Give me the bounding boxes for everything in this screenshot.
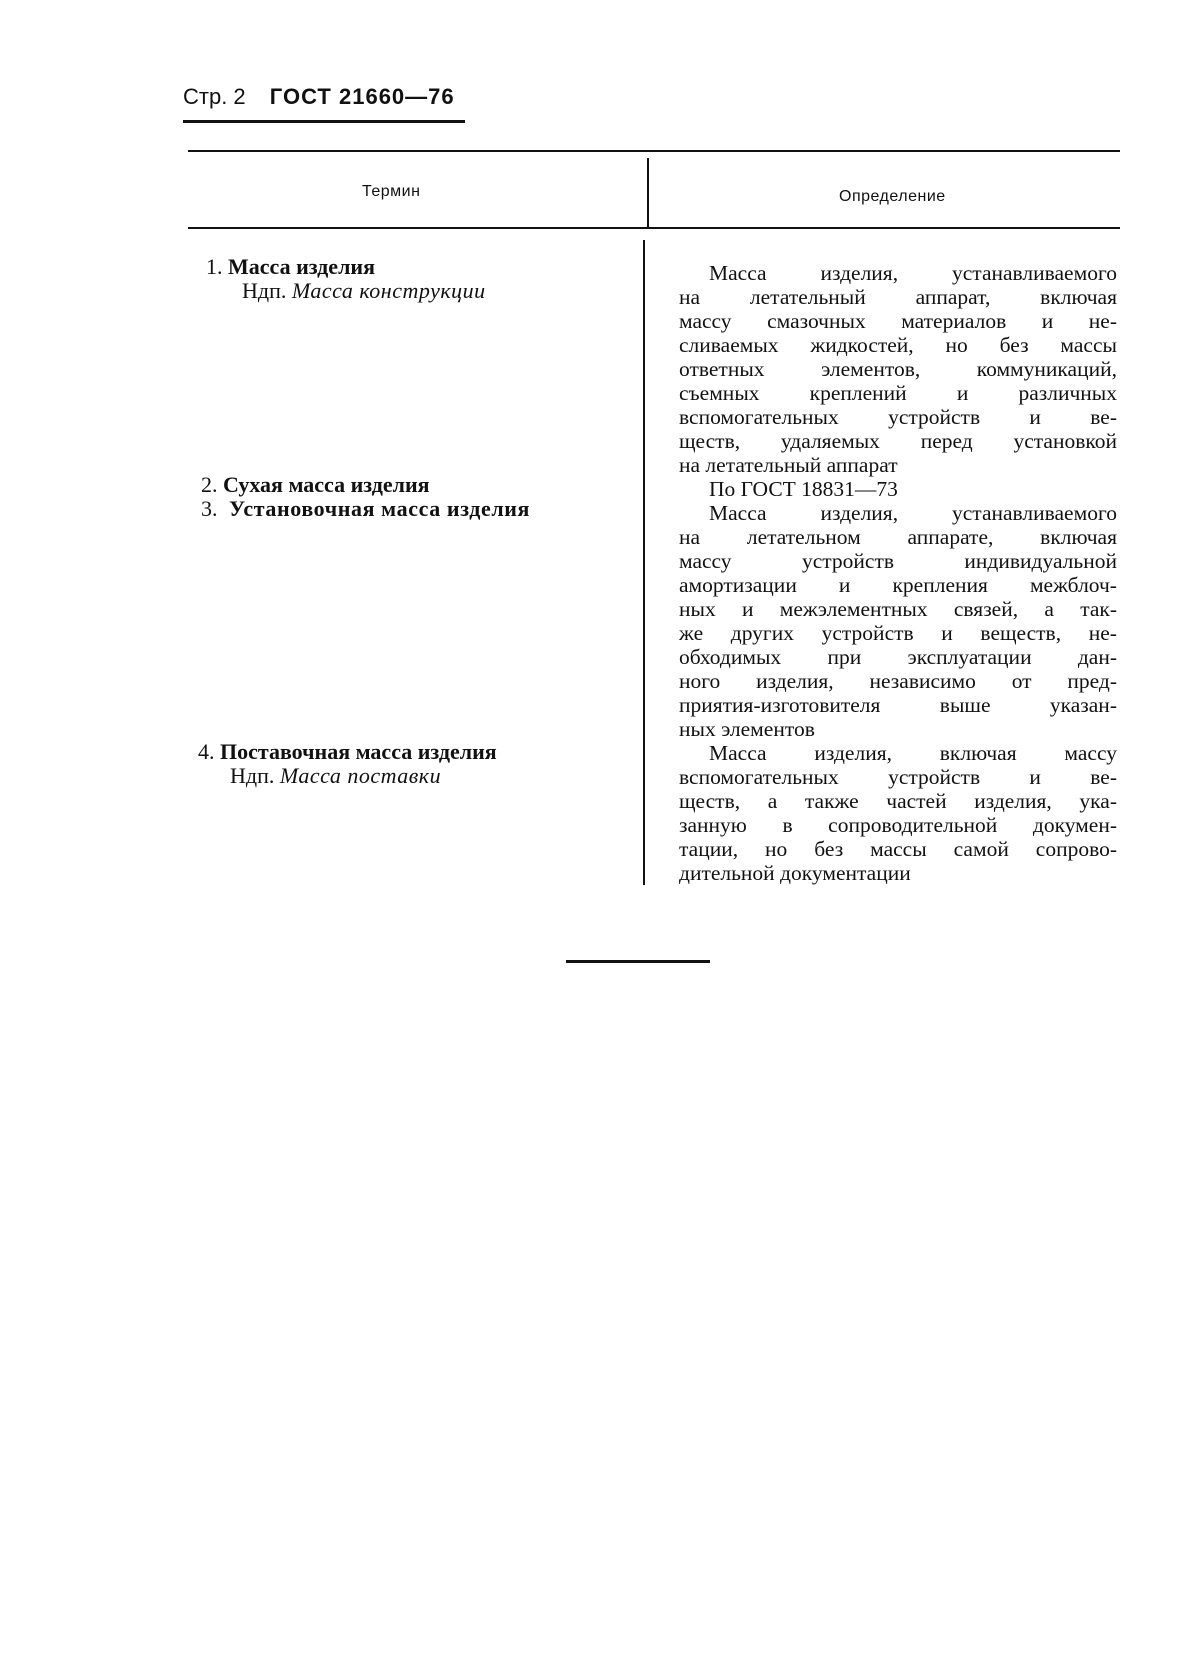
term-name: Установочная масса изделия (229, 496, 531, 521)
definition-word: независимо (869, 669, 976, 693)
term-entry-4 (198, 740, 497, 788)
definition-word: устанавливаемого (952, 261, 1117, 285)
definition-line (679, 861, 1117, 885)
body-column-divider (643, 240, 645, 885)
definition-word: так- (1080, 597, 1117, 621)
definition-line (679, 573, 1117, 597)
definition-word: веществ, (980, 621, 1062, 645)
non-recommended-term (198, 764, 497, 788)
definition-word: от (1011, 669, 1032, 693)
definition-word: сопроводительной (828, 813, 998, 837)
definition-line (679, 549, 1117, 573)
term-name: Поставочная масса изделия (220, 739, 497, 764)
definition-text: дительной документации (679, 861, 911, 885)
definition-line (679, 285, 1117, 309)
definition-word: тации, (679, 837, 739, 861)
definition-word: ука- (1079, 789, 1117, 813)
definition-line (679, 741, 1117, 765)
definition-word: сопрово- (1035, 837, 1117, 861)
definition-word: самой (953, 837, 1009, 861)
definition-line (679, 453, 1117, 477)
definition-word: связей, (953, 597, 1019, 621)
definition-word: межэлементных (779, 597, 928, 621)
definition-word: дан- (1077, 645, 1117, 669)
definition-word: изделия, (820, 501, 899, 525)
definition-word: индивидуальной (964, 549, 1117, 573)
definition-word: ве- (1090, 765, 1117, 789)
definition-text: По ГОСТ 18831—73 (709, 477, 898, 501)
definition-word: креплений (809, 381, 907, 405)
term-entry-3 (201, 497, 530, 521)
definition-word: устройств (821, 621, 914, 645)
definition-word: и (838, 573, 851, 597)
definition-word: указан- (1049, 693, 1117, 717)
term-name: Масса изделия (228, 254, 375, 279)
definition-word: без (814, 837, 844, 861)
page-header (183, 84, 455, 110)
definition-word: Масса (709, 501, 767, 525)
table-top-rule (188, 150, 1120, 152)
ndp-term: Масса конструкции (291, 278, 486, 303)
definition-word: и (1029, 765, 1041, 789)
page-number: Стр. 2 (183, 84, 246, 109)
definition-word: массы (870, 837, 927, 861)
ndp-prefix: Ндп. (230, 763, 275, 788)
definition-word: на (679, 525, 701, 549)
ndp-term: Масса поставки (279, 763, 442, 788)
definition-word: же (679, 621, 704, 645)
definition-word: амортизации (679, 573, 797, 597)
definition-word: изделия, (974, 789, 1052, 813)
definition-line (679, 789, 1117, 813)
definition-word: занную (679, 813, 747, 837)
definition-word: и (741, 597, 754, 621)
definition-word: устанавливаемого (952, 501, 1117, 525)
definition-line (679, 693, 1117, 717)
definition-text: ных элементов (679, 717, 815, 741)
definition-word: изделия, (820, 261, 899, 285)
definition-line (679, 405, 1117, 429)
definition-word: ных (679, 597, 716, 621)
definition-line (679, 669, 1117, 693)
definition-word: удаляемых (780, 429, 880, 453)
definition-word: смазочных (767, 309, 866, 333)
definition-word: в (782, 813, 793, 837)
definition-word: ответных (679, 357, 765, 381)
definition-word: съемных (679, 381, 760, 405)
term-number: 1. (206, 254, 223, 279)
definition-word: аппарате, (907, 525, 994, 549)
definition-text: на летательный аппарат (679, 453, 898, 477)
definition-word: устройств (801, 549, 895, 573)
definition-word: ществ, (679, 429, 741, 453)
definition-word: массу (1064, 741, 1117, 765)
definition-line (679, 429, 1117, 453)
definition-word: и (956, 381, 969, 405)
definition-word: Масса (709, 261, 767, 285)
definition-word: установкой (1013, 429, 1117, 453)
header-column-divider (647, 158, 649, 228)
definition-word: без (999, 333, 1029, 357)
definition-word: сливаемых (679, 333, 779, 357)
definition-word: материалов (901, 309, 1007, 333)
definition-word: изделия, (756, 669, 834, 693)
header-underline (183, 120, 465, 123)
definition-line (679, 357, 1117, 381)
standard-designation: ГОСТ 21660—76 (269, 84, 455, 109)
definition-word: вспомогательных (679, 765, 839, 789)
definition-word: вспомогательных (679, 405, 839, 429)
definition-word: различных (1018, 381, 1117, 405)
definition-word: аппарат, (915, 285, 991, 309)
definition-word: но (765, 837, 788, 861)
table-header-divider (188, 227, 1120, 229)
definition-word: включая (1040, 525, 1117, 549)
term-number: 2. (201, 472, 218, 497)
term-entry-2 (201, 473, 430, 497)
definition-line (679, 837, 1117, 861)
definition-line (679, 333, 1117, 357)
term-number: 3. (201, 496, 218, 521)
definition-word: а (767, 789, 778, 813)
term-name: Сухая масса изделия (223, 472, 430, 497)
column-heading-term: Термин (362, 183, 421, 200)
definition-word: эксплуатации (907, 645, 1032, 669)
term-entry-1 (206, 255, 486, 303)
definition-word: также (804, 789, 859, 813)
definition-line (679, 525, 1117, 549)
definition-line (679, 597, 1117, 621)
definition-word: обходимых (679, 645, 782, 669)
definition-word: других (730, 621, 794, 645)
definition-line (679, 261, 1117, 285)
definition-line (679, 477, 1117, 501)
definition-word: массу (679, 549, 732, 573)
definition-word: Масса (709, 741, 767, 765)
non-recommended-term (206, 279, 486, 303)
definition-word: а (1044, 597, 1054, 621)
definition-word: включая (939, 741, 1017, 765)
definition-word: ве- (1090, 405, 1117, 429)
definition-word: выше (939, 693, 991, 717)
definition-line (679, 621, 1117, 645)
definition-line (679, 765, 1117, 789)
definition-line (679, 309, 1117, 333)
definition-word: массы (1060, 333, 1117, 357)
definition-line (679, 813, 1117, 837)
definition-word: включая (1040, 285, 1117, 309)
definition-word: и (1029, 405, 1041, 429)
definition-line (679, 501, 1117, 525)
definition-word: но (945, 333, 968, 357)
definition-word: докумен- (1032, 813, 1117, 837)
definition-word: жидкостей, (810, 333, 914, 357)
definition-word: летательном (746, 525, 861, 549)
definition-word: коммуникаций, (976, 357, 1117, 381)
definition-word: массу (679, 309, 732, 333)
definition-word: летательный (749, 285, 866, 309)
definition-word: ного (679, 669, 721, 693)
definition-word: и (1041, 309, 1054, 333)
definition-word: пред- (1067, 669, 1117, 693)
definition-word: элементов, (821, 357, 921, 381)
definition-word: изделия, (814, 741, 892, 765)
definitions-column (679, 261, 1117, 885)
column-heading-definition: Определение (839, 188, 946, 205)
term-number: 4. (198, 739, 215, 764)
definition-word: при (827, 645, 862, 669)
definition-word: частей (886, 789, 947, 813)
definition-line (679, 381, 1117, 405)
definition-word: межблоч- (1029, 573, 1117, 597)
definition-word: не- (1088, 309, 1117, 333)
definition-line (679, 645, 1117, 669)
definition-word: приятия-изготовителя (679, 693, 881, 717)
definition-word: и (941, 621, 953, 645)
definition-word: крепления (892, 573, 988, 597)
definition-word: не- (1088, 621, 1117, 645)
definition-line (679, 717, 1117, 741)
definition-word: устройств (888, 765, 981, 789)
definition-word: устройств (888, 405, 981, 429)
definition-word: на (679, 285, 701, 309)
definition-word: перед (920, 429, 973, 453)
ndp-prefix: Ндп. (242, 278, 287, 303)
definition-word: ществ, (679, 789, 741, 813)
end-rule (566, 960, 710, 963)
